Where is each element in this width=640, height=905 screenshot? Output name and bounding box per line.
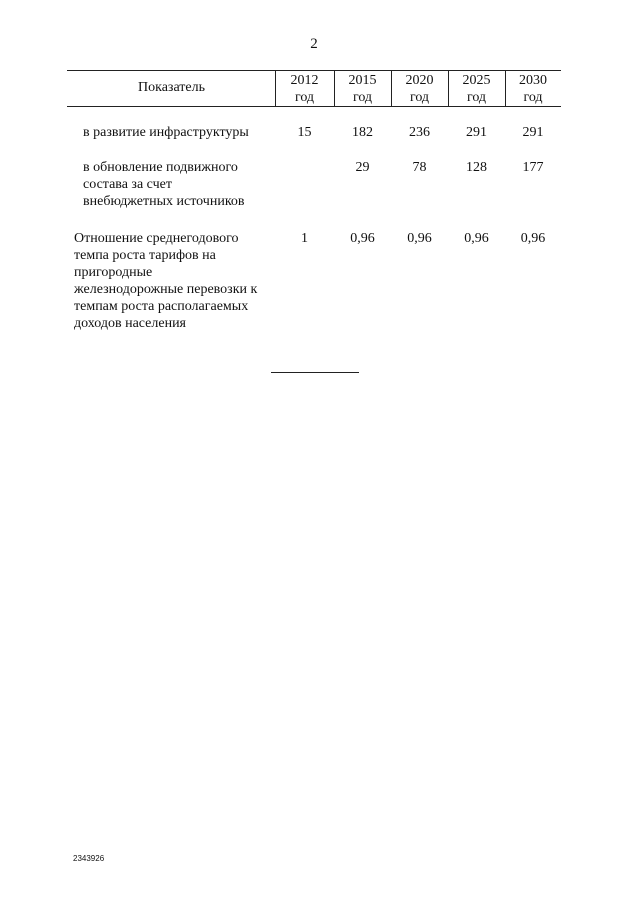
year-header-2015 bbox=[334, 72, 391, 106]
row-label-line: Отношение среднегодового bbox=[74, 231, 239, 246]
cell-value-2015: 0,96 bbox=[350, 231, 375, 246]
cell-value-2020: 78 bbox=[412, 160, 427, 175]
table-top-rule bbox=[67, 70, 561, 71]
end-rule bbox=[271, 372, 359, 373]
year-value: 2030 bbox=[519, 73, 547, 88]
year-unit: год bbox=[294, 90, 315, 105]
cell-value-2015: 29 bbox=[355, 160, 370, 175]
cell-value-2030: 0,96 bbox=[520, 231, 546, 246]
row-label bbox=[83, 159, 278, 210]
year-unit: год bbox=[466, 90, 487, 105]
year-value: 2025 bbox=[462, 73, 491, 88]
page-number: 2 bbox=[310, 36, 318, 52]
row-label-line: состава за счет bbox=[83, 177, 172, 192]
year-unit: год bbox=[352, 90, 373, 105]
year-unit: год bbox=[523, 90, 543, 105]
row-label-line: в обновление подвижного bbox=[83, 160, 238, 175]
cell-value-2012: 1 bbox=[301, 231, 308, 246]
cell-value-2015: 182 bbox=[352, 125, 373, 140]
cell-value-2020: 236 bbox=[409, 125, 430, 140]
row-label-line: пригородные bbox=[74, 265, 153, 280]
table-header-bottom-rule bbox=[67, 106, 561, 107]
row-label bbox=[83, 124, 278, 141]
year-unit: год bbox=[409, 90, 430, 105]
cell-value-2020: 0,96 bbox=[407, 231, 432, 246]
year-value: 2015 bbox=[348, 73, 377, 88]
year-header-2020 bbox=[391, 72, 448, 106]
year-header-2030 bbox=[505, 72, 561, 106]
row-label bbox=[74, 230, 279, 332]
row-label-line: темпа роста тарифов на bbox=[74, 248, 216, 263]
year-header-2025 bbox=[448, 72, 505, 106]
row-label-line: железнодорожные перевозки к bbox=[74, 282, 258, 297]
year-value: 2012 bbox=[290, 73, 319, 88]
cell-value-2030: 291 bbox=[522, 125, 544, 140]
cell-value-2025: 0,96 bbox=[464, 231, 489, 246]
row-label-line: внебюджетных источников bbox=[83, 194, 245, 209]
cell-value-2012: 15 bbox=[297, 125, 312, 140]
row-label-line: доходов населения bbox=[74, 316, 186, 331]
cell-value-2025: 128 bbox=[466, 160, 487, 175]
document-code: 2343926 bbox=[73, 854, 105, 863]
row-label-line: в развитие инфраструктуры bbox=[83, 125, 249, 140]
header-label: Показатель bbox=[138, 80, 205, 95]
year-value: 2020 bbox=[405, 73, 434, 88]
row-label-line: темпам роста располагаемых bbox=[74, 299, 249, 314]
cell-value-2030: 177 bbox=[522, 160, 544, 175]
year-header-2012 bbox=[275, 72, 334, 106]
cell-value-2025: 291 bbox=[466, 125, 487, 140]
